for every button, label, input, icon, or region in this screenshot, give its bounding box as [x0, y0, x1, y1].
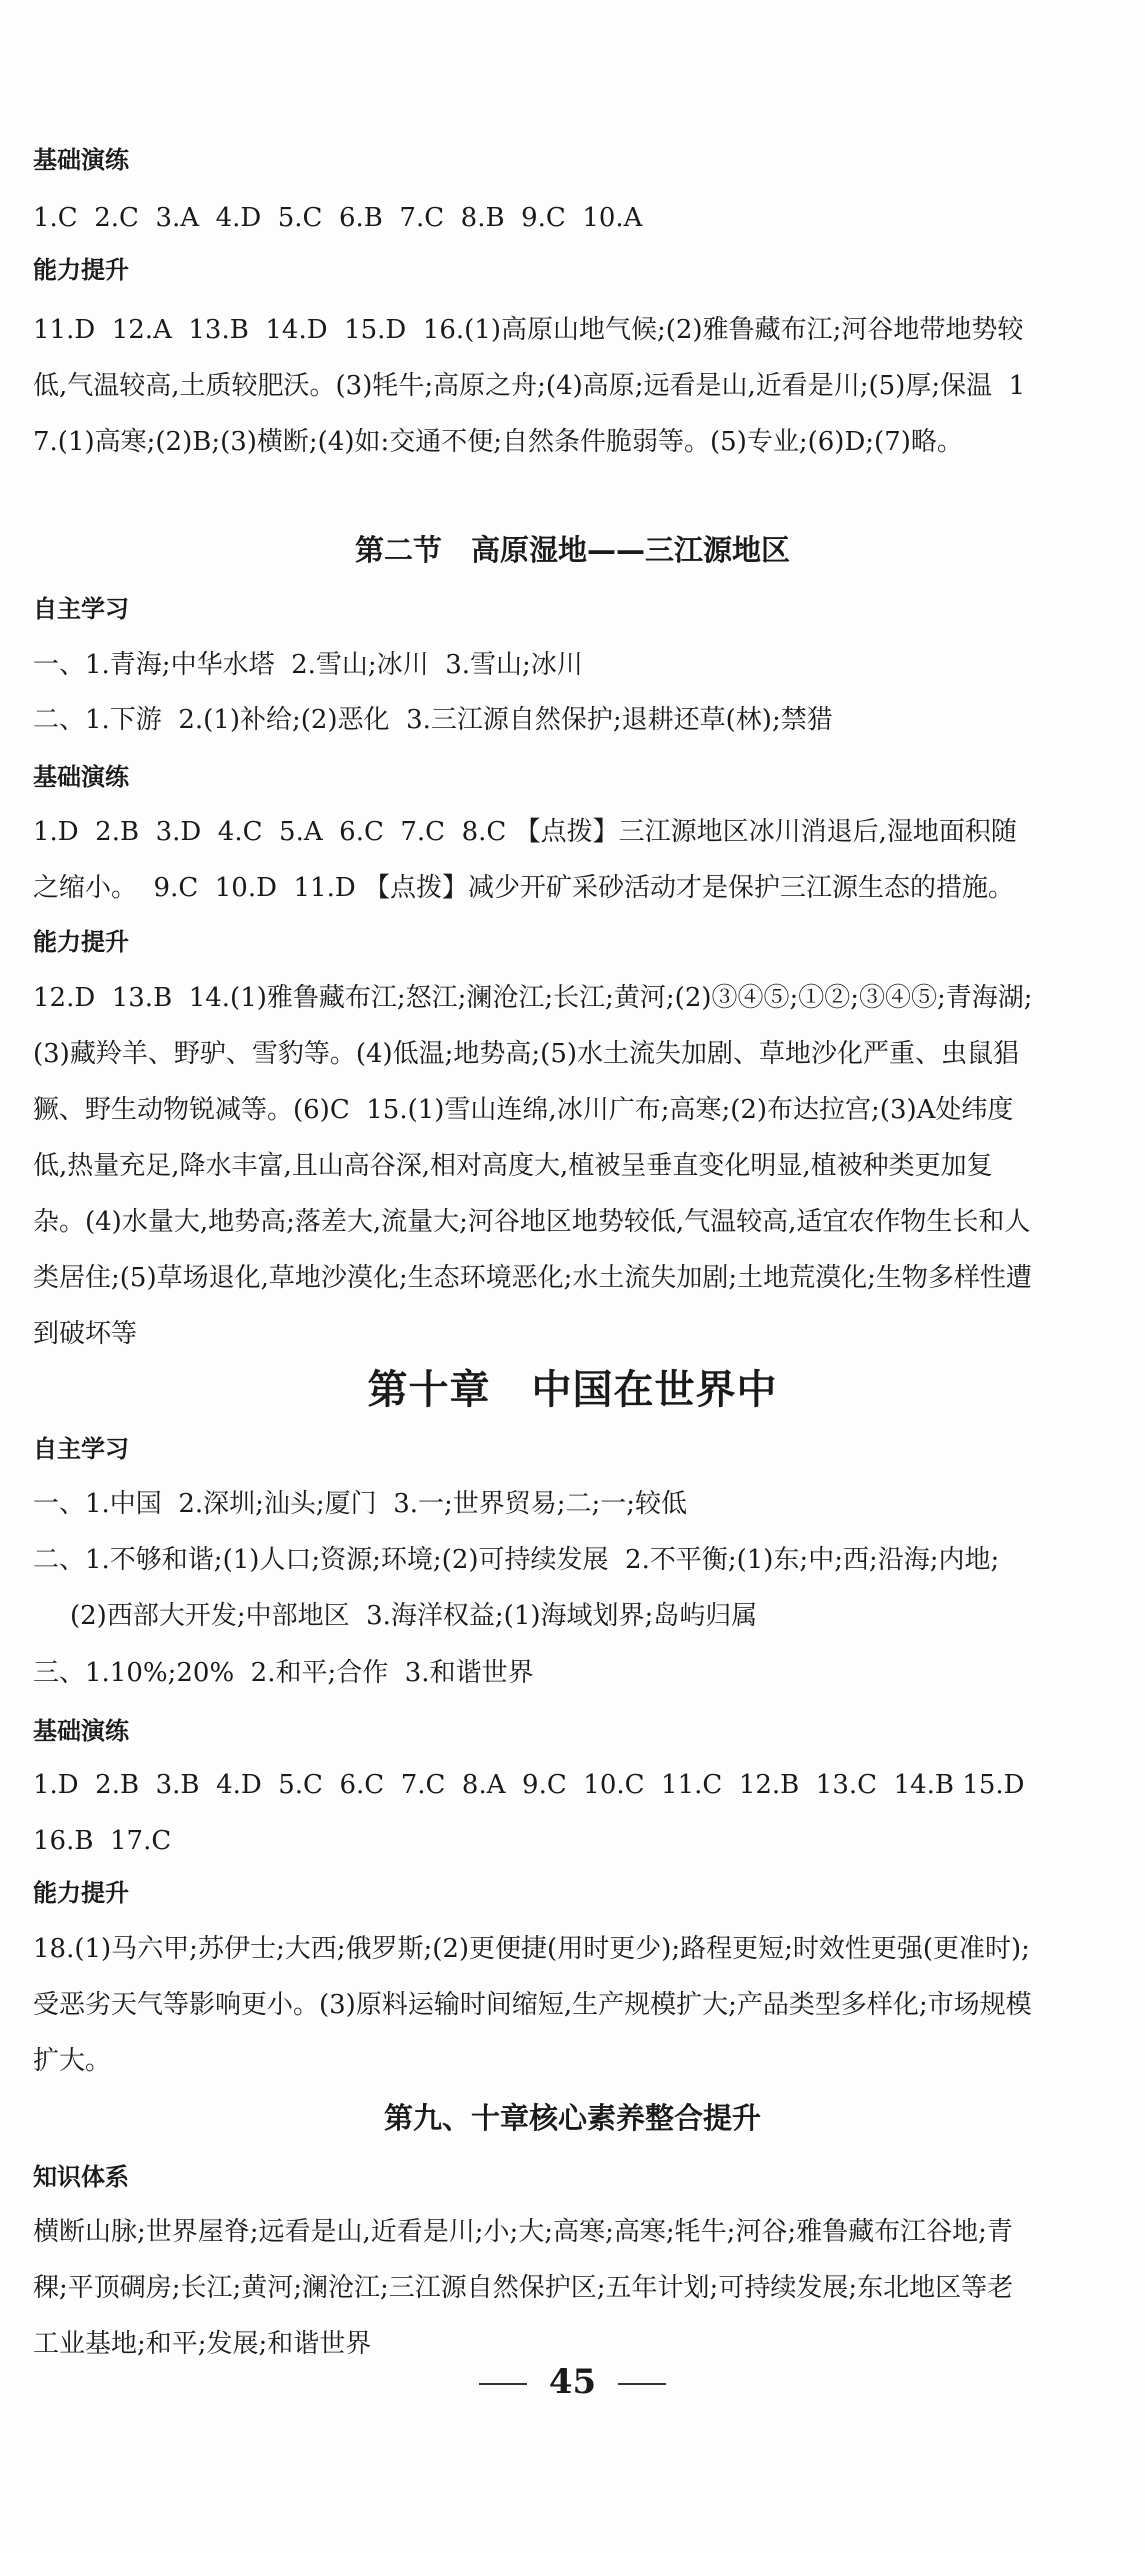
zizhu-line-1: 一、1.青海;中华水塔 2.雪山;冰川 3.雪山;冰川	[33, 650, 583, 680]
zizhu-line-2: 二、1.不够和谐;(1)人口;资源;环境;(2)可持续发展 2.不平衡;(1)东;中;西;沿海;内地;	[33, 1545, 1000, 1575]
section-title-hexin-suyang: 第九、十章核心素养整合提升	[383, 2101, 761, 2135]
knowledge-system: 横断山脉;世界屋脊;远看是山,近看是川;小;大;高寒;高寒;牦牛;河谷;雅鲁藏布江谷地;青稞;平顶碉房;长江;黄河;澜沧江;三江源自然保护区;五年计划;可持续发展;东北地区等老工业基地;和平;发展;和谐世界	[33, 2217, 1014, 2359]
page-number	[0, 2360, 1145, 2404]
chapter-title: 第十章 中国在世界中	[367, 1367, 778, 1413]
answers-1-10: 1.C 2.C 3.A 4.D 5.C 6.B 7.C 8.B 9.C 10.A	[33, 203, 643, 233]
heading-zizhu-xuexi: 自主学习	[33, 595, 129, 623]
answers-12-15: 12.D 13.B 14.(1)雅鲁藏布江;怒江;澜沧江;长江;黄河;(2)③④⑤;①②;③④⑤;青海湖;(3)藏羚羊、野驴、雪豹等。(4)低温;地势高;(5)水土流失加剧、草地沙化严重、虫鼠猖獗、野生动物锐减等。(6)C 15.(1)雪山连绵,冰川广布;高寒;(2)布达拉宫;(3)A处纬度低,热量充足,降水丰富,且山高谷深,相对高度大,植被呈垂直变化明显,植被种类更加复杂。(4)水量大,地势高;落差大,流量大;河谷地区地势较低,气温较高,适宜农作物生长和人类居住;(5)草场退化,草地沙漠化;生态环境恶化;水土流失加剧;土地荒漠化;生物多样性遭到破坏等	[33, 983, 1033, 1349]
zizhu-line-1: 一、1.中国 2.深圳;汕头;厦门 3.一;世界贸易;二;一;较低	[33, 1489, 688, 1519]
zizhu-line-2-cont: (2)西部大开发;中部地区 3.海洋权益;(1)海域划界;岛屿归属	[70, 1601, 758, 1631]
heading-jichu-yanlian: 基础演练	[33, 146, 129, 174]
heading-nengli-tisheng: 能力提升	[33, 1879, 129, 1907]
answer-18: 18.(1)马六甲;苏伊士;大西;俄罗斯;(2)更便捷(用时更少);路程更短;时效性更强(更准时);受恶劣天气等影响更小。(3)原料运输时间缩短,生产规模扩大;产品类型多样化;市场规模扩大。	[33, 1934, 1032, 2076]
zizhu-line-3: 三、1.10%;20% 2.和平;合作 3.和谐世界	[33, 1658, 534, 1688]
answers-1-17: 1.D 2.B 3.B 4.D 5.C 6.C 7.C 8.A 9.C 10.C 11.C 12.B 13.C 14.B 15.D 16.B 17.C	[33, 1770, 1042, 1856]
heading-nengli-tisheng: 能力提升	[33, 256, 129, 284]
page-number-value: 45	[548, 2362, 597, 2402]
dash-left	[479, 2383, 527, 2385]
answers-11-17: 11.D 12.A 13.B 14.D 15.D 16.(1)高原山地气候;(2)雅鲁藏布江;河谷地带地势较低,气温较高,土质较肥沃。(3)牦牛;高原之舟;(4)高原;远看是山,近看是川;(5)厚;保温 17.(1)高寒;(2)B;(3)横断;(4)如:交通不便;自然条件脆弱等。(5)专业;(6)D;(7)略。	[33, 315, 1026, 457]
heading-zizhu-xuexi: 自主学习	[33, 1435, 129, 1463]
section-title-gaoyuan-shidi: 第二节 高原湿地——三江源地区	[354, 533, 790, 567]
answers-1-11: 1.D 2.B 3.D 4.C 5.A 6.C 7.C 8.C 【点拨】三江源地区冰川消退后,湿地面积随之缩小。 9.C 10.D 11.D 【点拨】减少开矿采砂活动才是保护三江源生态的措施。	[33, 817, 1017, 903]
dash-right	[618, 2383, 666, 2385]
heading-nengli-tisheng: 能力提升	[33, 928, 129, 956]
heading-jichu-yanlian: 基础演练	[33, 1717, 129, 1745]
heading-zhishi-tixi: 知识体系	[33, 2163, 129, 2191]
heading-jichu-yanlian: 基础演练	[33, 763, 129, 791]
zizhu-line-2: 二、1.下游 2.(1)补给;(2)恶化 3.三江源自然保护;退耕还草(林);禁猎	[33, 705, 833, 735]
